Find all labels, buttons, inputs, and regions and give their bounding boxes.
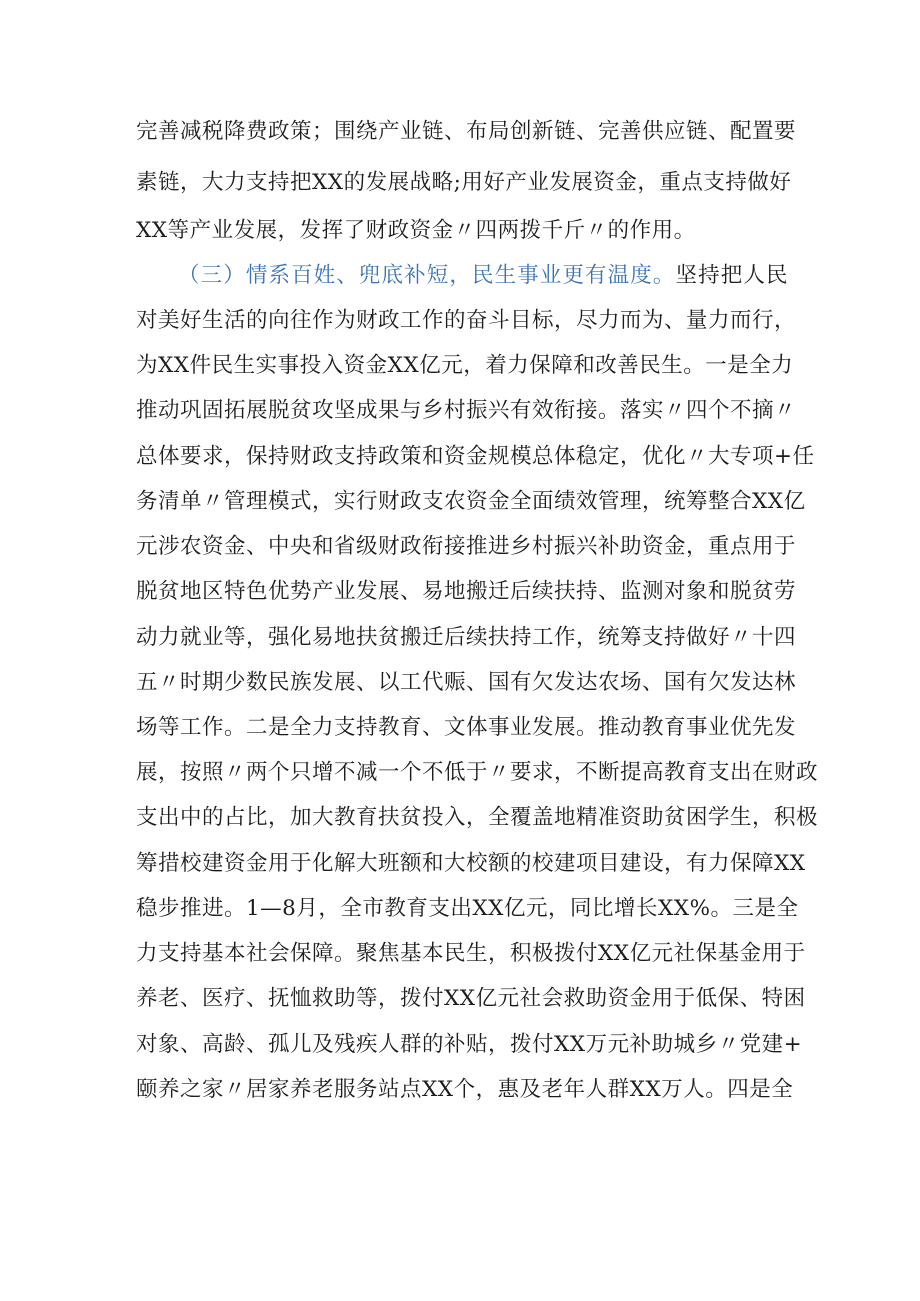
section-three-first-line	[178, 256, 788, 296]
paragraph-line: 养老、医疗、抚恤救助等，拨付XX亿元社会救助资金用于低保、特困	[136, 986, 806, 1011]
paragraph-line: 力支持基本社会保障。聚焦基本民生，积极拨付XX亿元社保基金用于	[136, 941, 806, 966]
paragraph-line: XX等产业发展，发挥了财政资金〃四两拨千斤〃的作用。	[136, 218, 696, 243]
section-three-heading: （三）情系百姓、兜底补短，民生事业更有温度。	[178, 263, 676, 288]
paragraph-line: 推动巩固拓展脱贫攻坚成果与乡村振兴有效衔接。落实〃四个不摘〃	[136, 398, 797, 423]
paragraph-line: 筹措校建资金用于化解大班额和大校额的校建项目建设，有力保障XX	[136, 851, 806, 876]
paragraph-line: 稳步推进。1—8月，全市教育支出XX亿元，同比增长XX%。三是全	[136, 896, 799, 921]
paragraph-line: 素链，大力支持把XX的发展战略;用好产业发展资金，重点支持做好	[136, 170, 792, 195]
section-three-lead: 坚持把人民	[675, 263, 788, 288]
paragraph-line: 颐养之家〃居家养老服务站点XX个，惠及老年人群XX万人。四是全	[136, 1077, 794, 1102]
paragraph-line: 对象、高龄、孤儿及残疾人群的补贴，拨付XX万元补助城乡〃党建+	[136, 1032, 803, 1057]
paragraph-line: 元涉农资金、中央和省级财政衔接推进乡村振兴补助资金，重点用于	[136, 534, 797, 559]
paragraph-line: 脱贫地区特色优势产业发展、易地搬迁后续扶持、监测对象和脱贫劳	[136, 579, 797, 604]
paragraph-line: 动力就业等，强化易地扶贫搬迁后续扶持工作，统筹支持做好〃十四	[136, 625, 797, 650]
paragraph-line: 对美好生活的向往作为财政工作的奋斗目标，尽力而为、量力而行，	[136, 308, 797, 333]
paragraph-line: 总体要求，保持财政支持政策和资金规模总体稳定，优化〃大专项+任	[136, 444, 815, 469]
paragraph-line: 五〃时期少数民族发展、以工代赈、国有欠发达农场、国有欠发达林	[136, 670, 797, 695]
paragraph-line: 场等工作。二是全力支持教育、文体事业发展。推动教育事业优先发	[136, 715, 797, 740]
paragraph-line: 务清单〃管理模式，实行财政支农资金全面绩效管理，统筹整合XX亿	[136, 489, 806, 514]
paragraph-line: 完善减税降费政策；围绕产业链、布局创新链、完善供应链、配置要	[136, 119, 797, 144]
paragraph-line: 展，按照〃两个只增不减一个不低于〃要求，不断提高教育支出在财政	[136, 760, 819, 785]
paragraph-line: 支出中的占比，加大教育扶贫投入，全覆盖地精准资助贫困学生，积极	[136, 805, 819, 830]
paragraph-line: 为XX件民生实事投入资金XX亿元，着力保障和改善民生。一是全力	[136, 353, 794, 378]
paragraph-line	[136, 1115, 788, 1155]
